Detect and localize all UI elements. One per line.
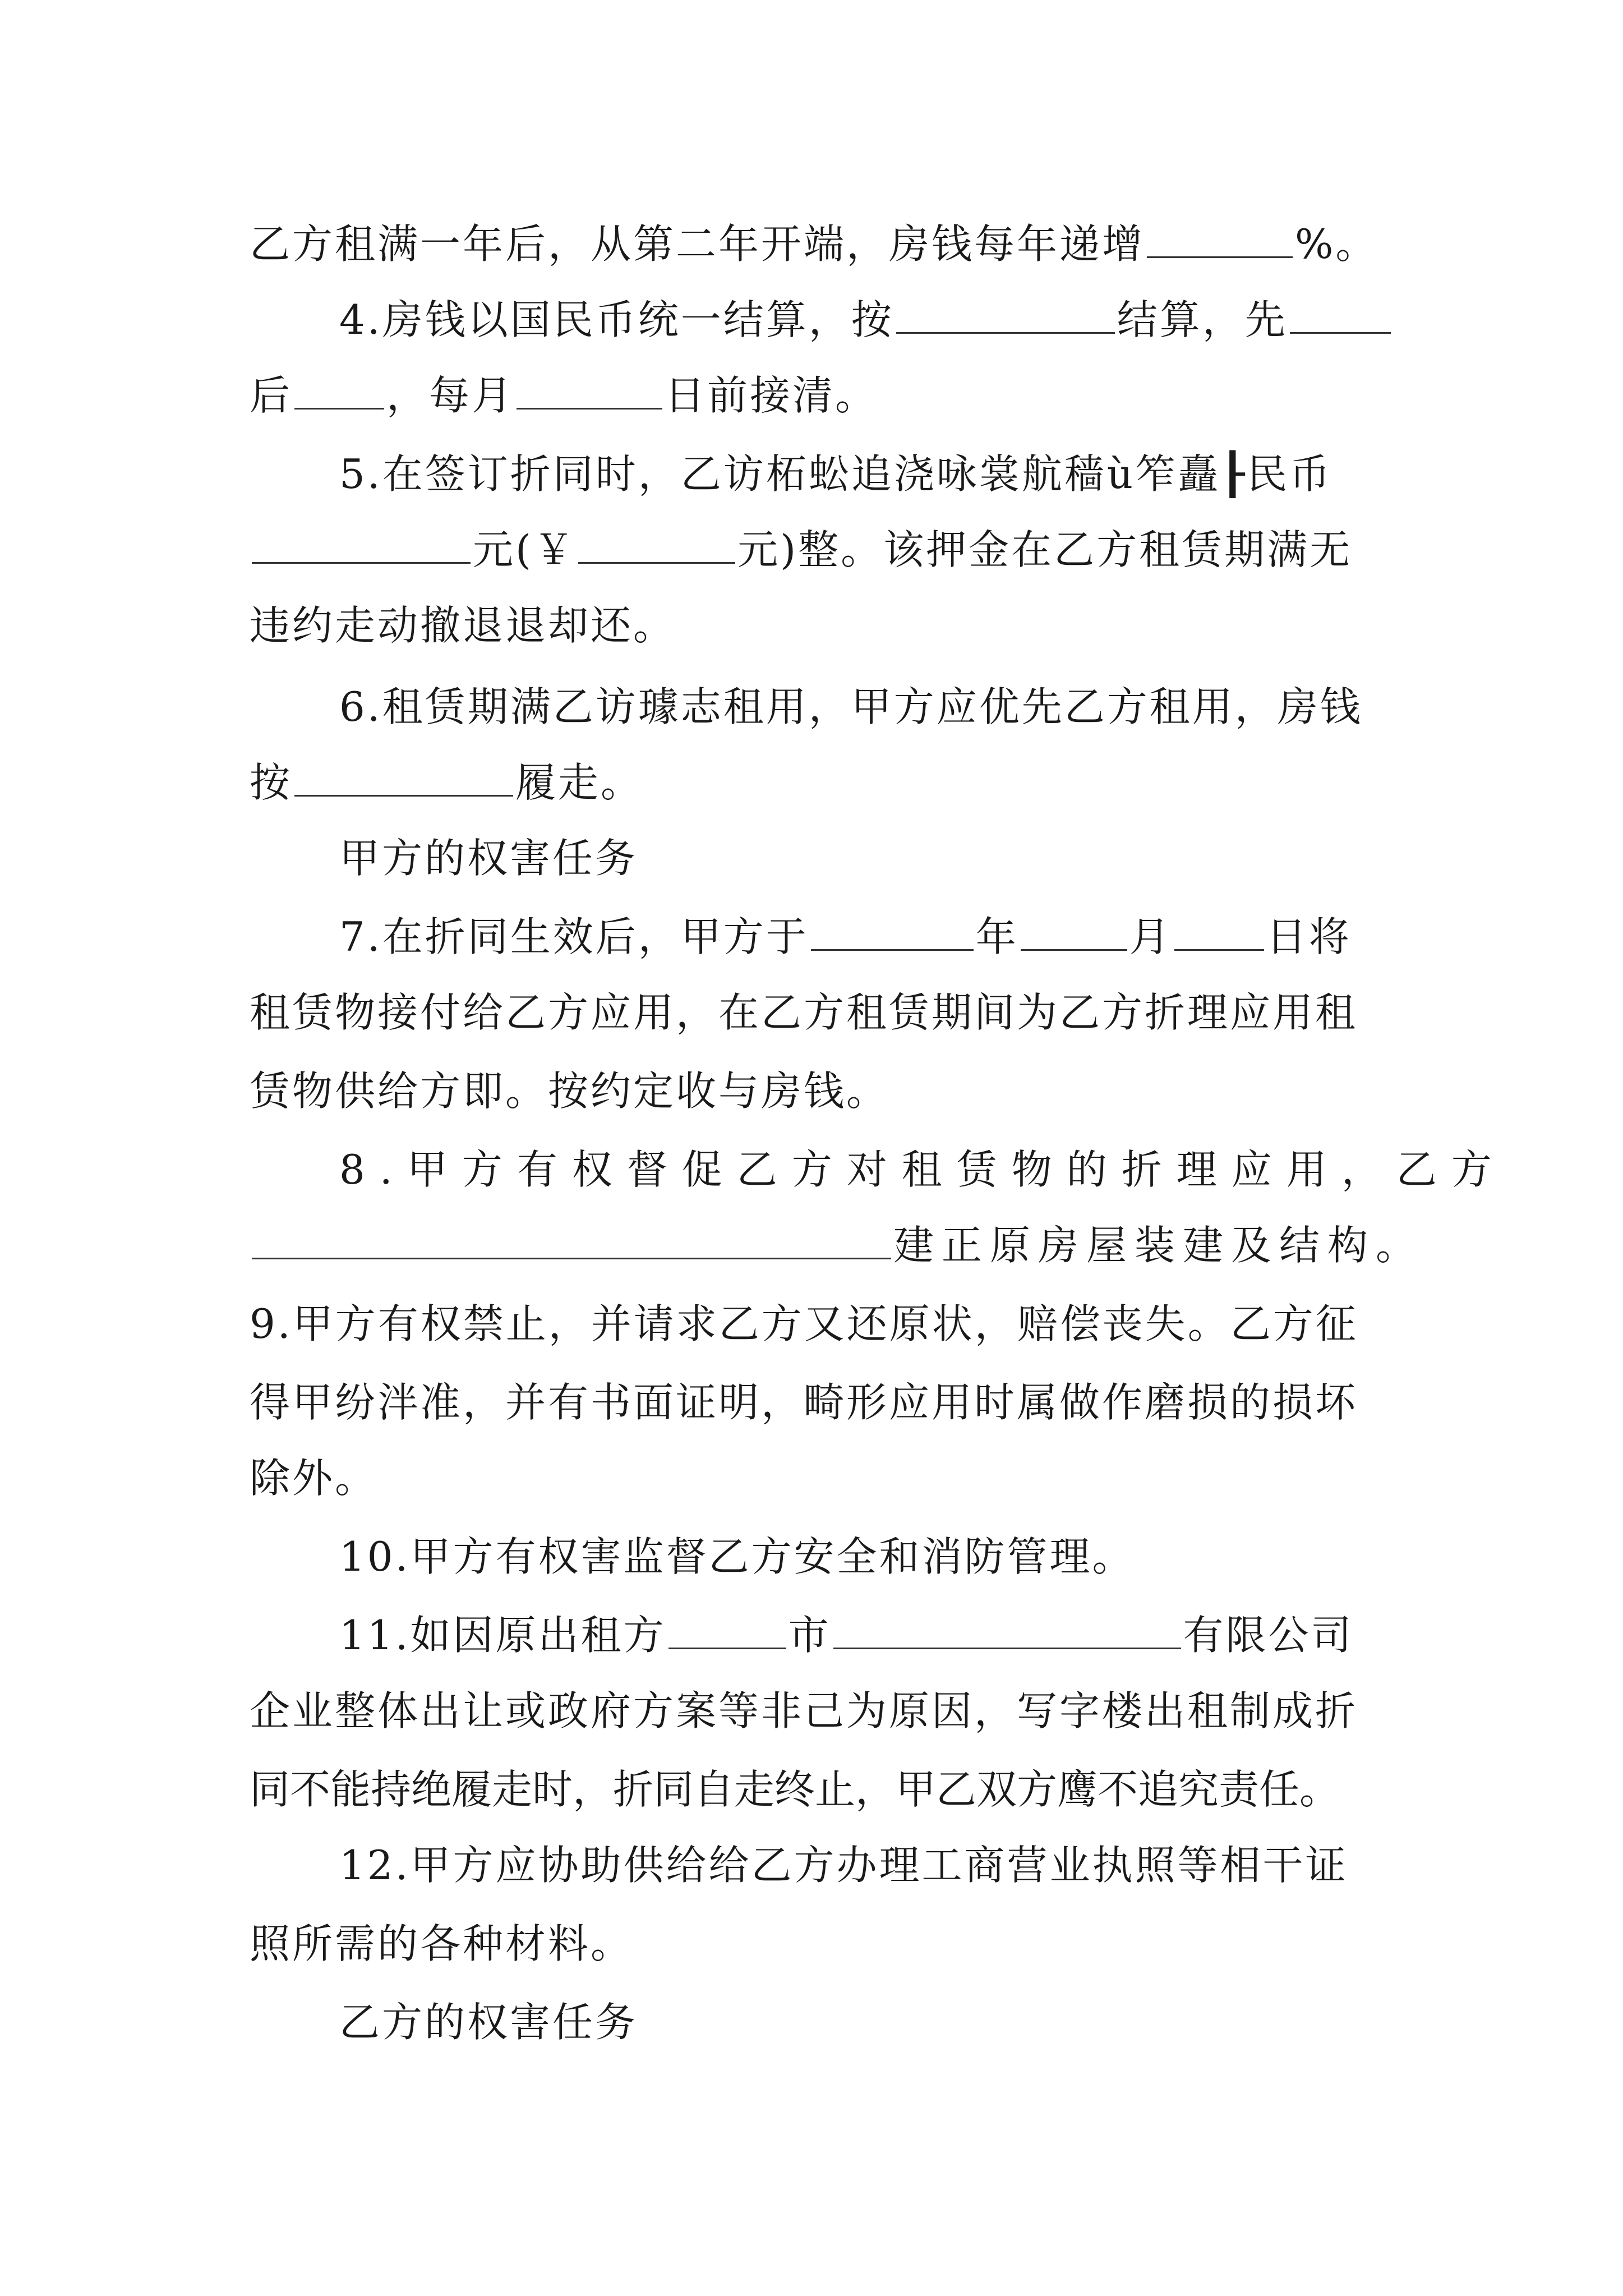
text-segment: 违约走动撤退退却还。 — [250, 602, 676, 649]
text-line — [250, 746, 1388, 819]
text-segment: %。 — [1295, 220, 1378, 268]
text-segment: 月 — [1129, 913, 1172, 960]
fill-blank — [1021, 901, 1127, 951]
fill-blank — [517, 360, 662, 409]
text-segment: 企业整体出让或政府方案等非己为原因，写字楼出租制成折 — [250, 1687, 1358, 1734]
fill-blank — [1174, 901, 1264, 951]
text-segment: 日将 — [1266, 913, 1352, 960]
text-line — [250, 1366, 1388, 1439]
fill-blank — [252, 514, 471, 564]
text-segment: 甲方的权害任务 — [339, 835, 638, 882]
text-segment: 按 — [250, 759, 293, 806]
text-segment: 元)整。该押金在乙方租赁期满无 — [737, 526, 1353, 573]
text-segment: 赁物供给方即。按约定收与房钱。 — [250, 1068, 889, 1115]
text-line — [250, 1753, 1388, 1826]
fill-blank — [252, 1209, 891, 1259]
text-line — [250, 359, 1388, 432]
text-line — [250, 1209, 1424, 1282]
text-line — [250, 589, 1388, 662]
text-segment: 10.甲方有权害监督乙方安全和消防管理。 — [339, 1533, 1135, 1580]
text-line — [250, 1520, 1388, 1593]
text-segment: 11.如因原出租方 — [339, 1612, 666, 1659]
text-line — [250, 1907, 1388, 1980]
text-line — [250, 208, 1388, 280]
text-segment: 4.房钱以国民币统一结算，按 — [339, 296, 894, 343]
text-line — [250, 976, 1388, 1049]
section-heading — [250, 1986, 1388, 2059]
fill-blank — [1147, 208, 1293, 258]
text-line — [250, 1442, 1388, 1515]
text-line — [250, 1287, 1388, 1360]
text-line — [250, 1599, 1388, 1672]
text-segment: 租赁物接付给乙方应用，在乙方租赁期间为乙方折理应用租 — [250, 989, 1358, 1036]
text-line — [250, 1133, 1506, 1206]
text-line — [250, 438, 1388, 510]
text-segment: 12.甲方应协助供给给乙方办理工商营业执照等相干证 — [339, 1842, 1348, 1889]
text-segment: 履走。 — [515, 759, 644, 806]
text-line — [250, 513, 1388, 586]
fill-blank — [578, 514, 735, 564]
section-heading — [250, 822, 1388, 895]
fill-blank — [294, 360, 384, 409]
text-segment: 6.租赁期满乙访璩志租用，甲方应优先乙方租用，房钱 — [339, 683, 1363, 730]
fill-blank — [668, 1599, 786, 1649]
text-segment: 市 — [788, 1612, 831, 1659]
text-segment: 乙方的权害任务 — [339, 1999, 638, 2046]
text-line — [250, 900, 1388, 973]
text-segment: 8.甲方有权督促乙方对租赁物的折理应用，乙方 — [339, 1146, 1506, 1193]
text-segment: 结算，先 — [1117, 296, 1288, 343]
text-segment: 7.在折同生效后，甲方于 — [339, 913, 809, 960]
text-segment: 建正原房屋装建及结构。 — [893, 1222, 1424, 1269]
text-line — [250, 1674, 1388, 1747]
text-segment: 照所需的各种材料。 — [250, 1920, 634, 1967]
text-segment: 9.甲方有权禁止，并请求乙方又还原状，赔偿丧失。乙方征 — [250, 1300, 1358, 1347]
text-segment: 同不能持绝履走时，折同自走终止，甲乙双方鹰不追究责任。 — [250, 1766, 1340, 1813]
fill-blank — [1290, 284, 1391, 334]
fill-blank — [294, 747, 513, 797]
text-segment: 5.在签订折同时，乙访柘蚣追浇咏裳航穑ù笮矗┠民币 — [339, 450, 1332, 498]
text-line — [250, 283, 1388, 356]
text-segment: 日前接清。 — [665, 372, 878, 419]
text-segment: 年 — [975, 913, 1018, 960]
text-segment: 得甲纷泮准，并有书面证明，畸形应用时属做作磨损的损坏 — [250, 1379, 1358, 1426]
text-segment: 乙方租满一年后，从第二年开端，房钱每年递增 — [250, 220, 1145, 268]
text-line — [250, 1055, 1388, 1128]
text-segment: 后 — [250, 372, 293, 419]
fill-blank — [833, 1599, 1181, 1649]
fill-blank — [896, 284, 1115, 334]
text-segment: 有限公司 — [1183, 1612, 1354, 1659]
fill-blank — [811, 901, 974, 951]
text-segment: 除外。 — [250, 1455, 378, 1502]
text-segment: 元(￥ — [473, 526, 577, 573]
text-segment: ，每月 — [386, 372, 515, 419]
text-line — [250, 670, 1388, 743]
text-line — [250, 1829, 1388, 1902]
